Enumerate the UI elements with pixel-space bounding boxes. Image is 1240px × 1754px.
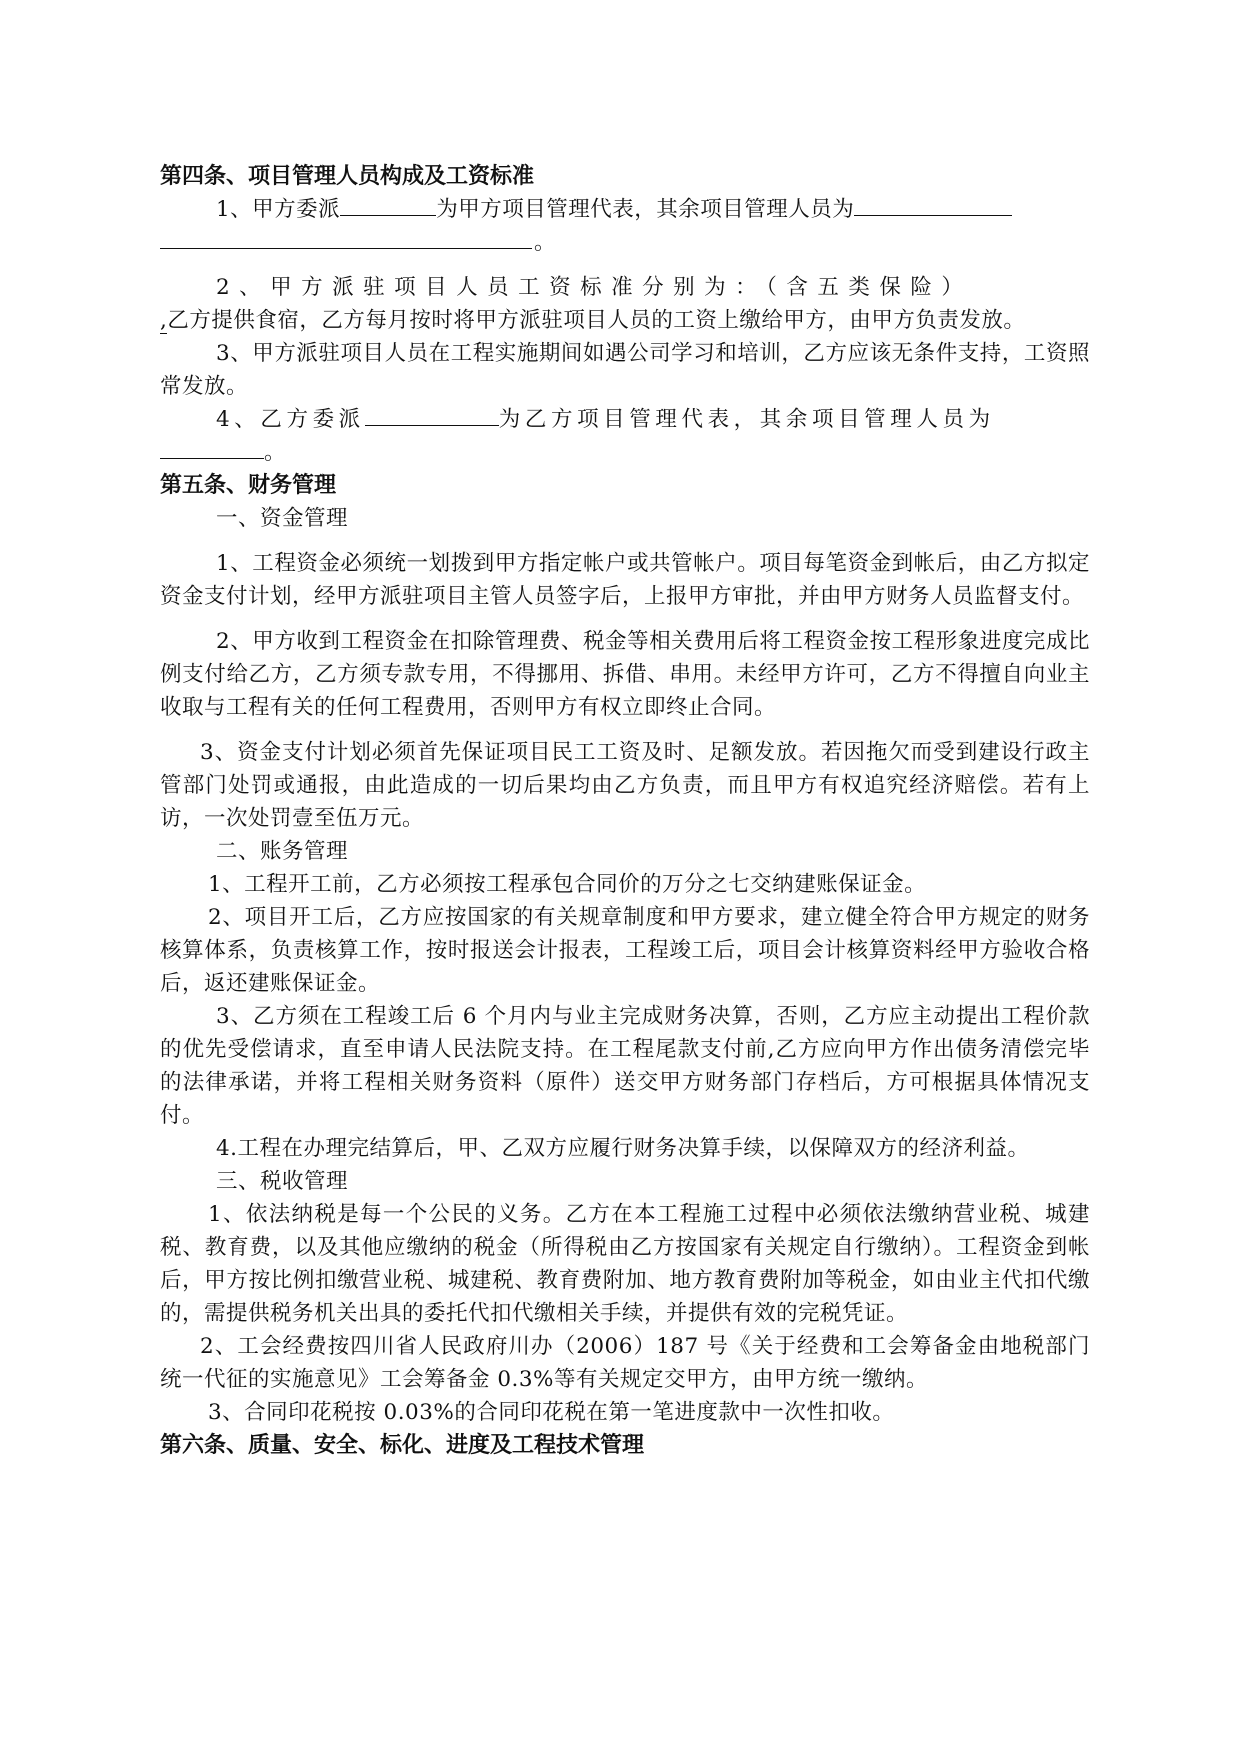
article-4-clause-1 (160, 193, 1090, 259)
accounts-management-title: 二、账务管理 (216, 839, 349, 864)
funds-management-title: 一、资金管理 (216, 506, 349, 531)
tax-clause-3: 3、合同印花税按 0.03%的合同印花税在第一笔进度款中一次性扣收。 (208, 1400, 895, 1425)
document-page (160, 160, 1090, 1462)
accounts-clause-3: 3、乙方须在工程竣工后 6 个月内与业主完成财务决算，否则，乙方应主动提出工程价款的优先受偿请求，直至申请人民法院支持。在工程尾款支付前,乙方应向甲方作出债务清偿完毕的法律承诺，并将工程相关财务资料（原件）送交甲方财务部门存档后，方可根据具体情况支付。 (160, 1004, 1090, 1128)
funds-clause-2: 2、甲方收到工程资金在扣除管理费、税金等相关费用后将工程资金按工程形象进度完成比例支付给乙方，乙方须专款专用，不得挪用、拆借、串用。未经甲方许可，乙方不得擅自向业主收取与工程有关的任何工程费用，否则甲方有权立即终止合同。 (160, 629, 1090, 720)
party-b-other-staff-blank[interactable] (160, 436, 264, 459)
accounts-clause-1: 1、工程开工前，乙方必须按工程承包合同价的万分之七交纳建账保证金。 (208, 872, 927, 897)
article-6-heading: 第六条、质量、安全、标化、进度及工程技术管理 (160, 1433, 645, 1458)
article-5-heading: 第五条、财务管理 (160, 473, 337, 498)
tax-clause-1: 1、依法纳税是每一个公民的义务。乙方在本工程施工过程中必须依法缴纳营业税、城建税、教育费，以及其他应缴纳的税金（所得税由乙方按国家有关规定自行缴纳）。工程资金到帐后，甲方按比例扣缴营业税、城建税、教育费附加、地方教育费附加等税金，如由业主代扣代缴的，需提供税务机关出具的委托代扣代缴相关手续，并提供有效的完税凭证。 (160, 1202, 1090, 1326)
party-a-representative-blank[interactable] (340, 193, 436, 216)
clause-4-middle: 为乙方项目管理代表，其余项目管理人员为 (498, 407, 995, 432)
party-a-other-staff-blank-continued[interactable] (160, 226, 532, 249)
clause-1-end: 。 (534, 230, 557, 255)
tax-clause-2: 2、工会经费按四川省人民政府川办（2006）187 号《关于经费和工会筹备金由地税部门统一代征的实施意见》工会筹备金 0.3%等有关规定交甲方，由甲方统一缴纳。 (160, 1334, 1090, 1392)
funds-clause-1: 1、工程资金必须统一划拨到甲方指定帐户或共管帐户。项目每笔资金到帐后，由乙方拟定资金支付计划，经甲方派驻项目主管人员签字后，上报甲方审批，并由甲方财务人员监督支付。 (160, 551, 1090, 609)
accounts-clause-2: 2、项目开工后，乙方应按国家的有关规章制度和甲方要求，建立健全符合甲方规定的财务核算体系，负责核算工作，按时报送会计报表，工程竣工后，项目会计核算资料经甲方验收合格后，返还建账保证金。 (160, 905, 1090, 996)
party-a-other-staff-blank[interactable] (854, 193, 1012, 216)
clause-2-prefix: 2、甲方派驻项目人员工资标准分别为：（含五类保险） (216, 275, 973, 300)
article-4-clause-4 (160, 403, 1090, 469)
party-b-representative-blank[interactable] (365, 403, 499, 426)
clause-2-comma: , (160, 308, 168, 333)
article-4-clause-2 (160, 271, 1090, 337)
tax-management-title: 三、税收管理 (216, 1169, 349, 1194)
clause-2-body: 乙方提供食宿，乙方每月按时将甲方派驻项目人员的工资上缴给甲方，由甲方负责发放。 (167, 308, 1026, 333)
clause-4-prefix: 4、乙方委派 (216, 407, 365, 432)
article-4-heading: 第四条、项目管理人员构成及工资标准 (160, 164, 535, 189)
clause-1-middle: 为甲方项目管理代表，其余项目管理人员为 (436, 197, 855, 222)
funds-clause-3: 3、资金支付计划必须首先保证项目民工工资及时、足额发放。若因拖欠而受到建设行政主管部门处罚或通报，由此造成的一切后果均由乙方负责，而且甲方有权追究经济赔偿。若有上访，一次处罚壹至伍万元。 (160, 740, 1090, 831)
accounts-clause-4: 4.工程在办理完结算后，甲、乙双方应履行财务决算手续，以保障双方的经济利益。 (216, 1136, 1030, 1161)
clause-1-prefix: 1、甲方委派 (216, 197, 341, 222)
clause-4-end: 。 (264, 440, 287, 465)
article-4-clause-3: 3、甲方派驻项目人员在工程实施期间如遇公司学习和培训，乙方应该无条件支持，工资照常发放。 (160, 341, 1090, 399)
